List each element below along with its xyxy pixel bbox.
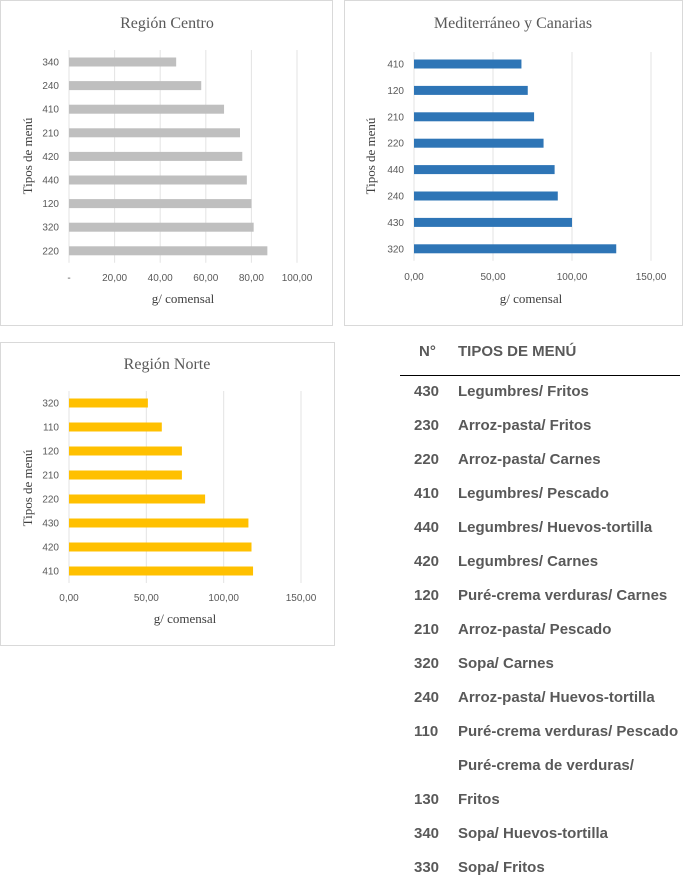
chart-region-centro <box>0 0 333 326</box>
y-axis-label: Tipos de menú <box>20 117 35 195</box>
table-row <box>400 648 680 682</box>
category-label: 440 <box>387 165 404 177</box>
x-axis-label: g/ comensal <box>153 611 217 626</box>
menu-name: Sopa/ Carnes <box>458 655 554 672</box>
menu-name: Puré-crema de verduras/ <box>458 757 634 774</box>
bar <box>414 218 572 227</box>
bar <box>69 81 201 90</box>
bar <box>69 495 205 504</box>
menu-code: 240 <box>414 689 440 706</box>
chart-title: Mediterráneo y Canarias <box>433 15 593 32</box>
table-row <box>400 716 680 750</box>
bar <box>414 60 521 69</box>
category-label: 210 <box>42 470 59 482</box>
menu-name: Puré-crema verduras/ Carnes <box>458 587 668 604</box>
chart-svg <box>1 1 332 325</box>
category-label: 120 <box>387 85 404 97</box>
table-row <box>400 784 680 818</box>
bar <box>414 165 555 174</box>
bar <box>414 192 558 201</box>
bar <box>69 128 240 137</box>
x-tick-label: 0,00 <box>59 593 79 604</box>
table-row <box>400 614 680 648</box>
bar <box>69 471 182 480</box>
header-menu-type: TIPOS DE MENÚ <box>458 343 577 360</box>
menu-code: 210 <box>414 621 440 638</box>
x-tick-label: 60,00 <box>193 273 219 284</box>
bar <box>69 58 176 67</box>
category-label: 120 <box>42 446 59 458</box>
bar <box>69 519 248 528</box>
table-row <box>400 580 680 614</box>
bar <box>69 567 253 576</box>
menu-name: Legumbres/ Carnes <box>458 553 599 570</box>
x-tick-label: 150,00 <box>285 593 317 604</box>
menu-name: Arroz-pasta/ Huevos-tortilla <box>458 689 655 706</box>
bar <box>69 423 162 432</box>
category-label: 340 <box>42 57 59 69</box>
chart-svg <box>1 343 334 645</box>
menu-name: Legumbres/ Huevos-tortilla <box>458 519 653 536</box>
table-header <box>400 332 680 376</box>
x-tick-label: 100,00 <box>556 272 588 283</box>
chart-mediterraneo-canarias <box>344 0 683 326</box>
x-tick-label: 50,00 <box>133 593 159 604</box>
header-number: N° <box>419 343 436 360</box>
category-label: 210 <box>42 128 59 140</box>
menu-code: 340 <box>414 825 440 842</box>
bar <box>414 244 616 253</box>
category-label: 420 <box>42 151 59 163</box>
category-label: 220 <box>42 494 59 506</box>
category-label: 420 <box>42 542 59 554</box>
bar <box>69 246 267 255</box>
bar <box>69 399 148 408</box>
table-row <box>400 444 680 478</box>
x-tick-label: 50,00 <box>480 272 506 283</box>
menu-name: Arroz-pasta/ Fritos <box>458 417 592 434</box>
bar <box>69 176 247 185</box>
chart-title: Región Centro <box>120 15 214 32</box>
table-row <box>400 376 680 410</box>
bar <box>69 543 252 552</box>
table-row <box>400 750 680 784</box>
menu-types-table <box>400 332 680 886</box>
category-label: 210 <box>387 112 404 124</box>
menu-name: Puré-crema verduras/ Pescado <box>458 723 679 740</box>
category-label: 240 <box>387 191 404 203</box>
chart-title: Región Norte <box>123 356 211 373</box>
x-tick-label: 20,00 <box>102 273 128 284</box>
menu-code: 440 <box>414 519 440 536</box>
menu-code: 110 <box>414 723 439 740</box>
menu-name: Arroz-pasta/ Carnes <box>458 451 601 468</box>
menu-code: 430 <box>414 383 440 400</box>
table-row <box>400 546 680 580</box>
table-row <box>400 818 680 852</box>
menu-name: Sopa/ Huevos-tortilla <box>458 825 609 842</box>
menu-code: 320 <box>414 655 440 672</box>
bar <box>69 105 224 114</box>
bar <box>69 152 242 161</box>
y-axis-label: Tipos de menú <box>20 449 35 527</box>
menu-name: Arroz-pasta/ Pescado <box>458 621 612 638</box>
x-axis-label: g/ comensal <box>499 291 563 306</box>
category-label: 320 <box>42 398 59 410</box>
x-tick-label: 0,00 <box>404 272 424 283</box>
menu-name: Fritos <box>458 791 500 808</box>
category-label: 220 <box>387 138 404 150</box>
table-row <box>400 852 680 886</box>
bar <box>414 139 544 148</box>
menu-code: 220 <box>414 451 440 468</box>
menu-code: 330 <box>414 859 440 876</box>
menu-code: 120 <box>414 587 440 604</box>
x-tick-label: 80,00 <box>238 273 264 284</box>
category-label: 220 <box>42 246 59 258</box>
bar <box>69 223 254 232</box>
category-label: 430 <box>387 217 404 229</box>
bar <box>414 86 528 95</box>
menu-code: 410 <box>414 485 440 502</box>
menu-code: 230 <box>414 417 440 434</box>
category-label: 410 <box>387 59 404 71</box>
category-label: 320 <box>42 222 59 234</box>
menu-name: Legumbres/ Fritos <box>458 383 589 400</box>
table-row <box>400 682 680 716</box>
bar <box>69 199 251 208</box>
x-tick-label: 100,00 <box>208 593 239 604</box>
bar <box>69 447 182 456</box>
x-tick-label: - <box>67 273 71 284</box>
menu-code: 420 <box>414 553 440 570</box>
category-label: 240 <box>42 81 59 93</box>
bar <box>414 112 534 121</box>
menu-name: Sopa/ Fritos <box>458 859 545 876</box>
x-tick-label: 40,00 <box>147 273 173 284</box>
category-label: 440 <box>42 175 59 187</box>
x-axis-label: g/ comensal <box>151 291 215 306</box>
category-label: 410 <box>42 104 59 116</box>
category-label: 110 <box>43 422 59 434</box>
category-label: 410 <box>42 566 59 578</box>
menu-code: 130 <box>414 791 440 808</box>
table-row <box>400 478 680 512</box>
y-axis-label: Tipos de menú <box>363 117 378 195</box>
chart-region-norte <box>0 342 335 646</box>
category-label: 320 <box>387 244 404 256</box>
table-body <box>400 376 680 886</box>
table-row <box>400 512 680 546</box>
x-tick-label: 150,00 <box>635 272 667 283</box>
category-label: 120 <box>42 199 59 211</box>
table-row <box>400 410 680 444</box>
chart-svg <box>345 1 682 325</box>
menu-name: Legumbres/ Pescado <box>458 485 609 502</box>
x-tick-label: 100,00 <box>281 273 313 284</box>
category-label: 430 <box>42 518 59 530</box>
